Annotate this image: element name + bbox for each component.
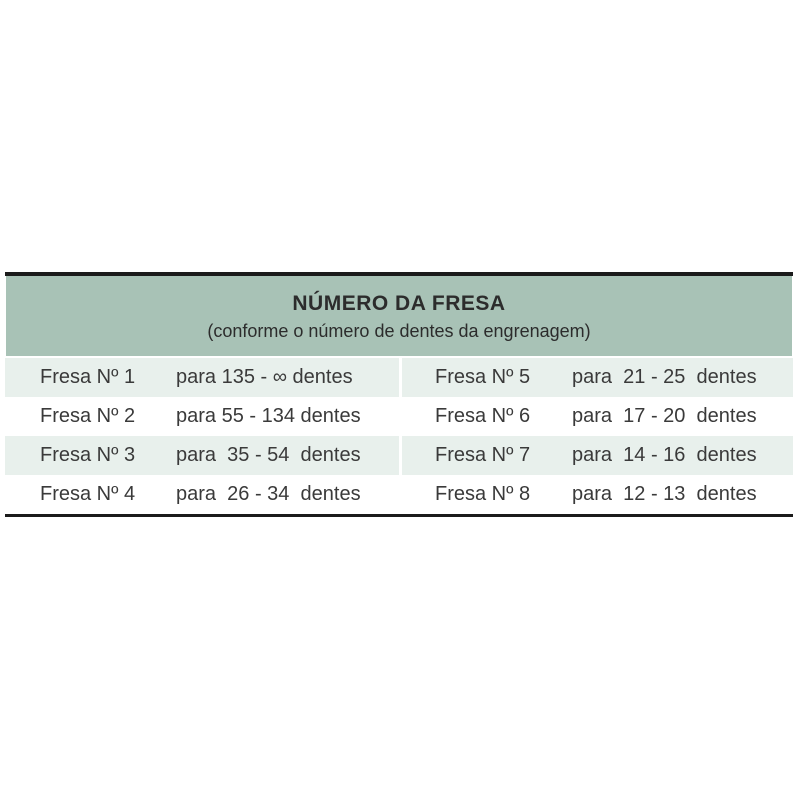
fresa-number-table: [5, 272, 793, 517]
table-row-3: [5, 436, 793, 475]
table-row-4: [5, 475, 793, 514]
fresa-1-range: para 135 - ∞ dentes: [176, 365, 353, 388]
table-row-2: [5, 397, 793, 436]
fresa-3-cell: [5, 436, 399, 475]
fresa-4-range: para 26 - 34 dentes: [176, 482, 361, 505]
fresa-8-range: para 12 - 13 dentes: [572, 482, 757, 505]
fresa-2-range: para 55 - 134 dentes: [176, 404, 361, 427]
fresa-6-label: Fresa Nº 6: [435, 404, 531, 427]
table-header: [6, 276, 792, 356]
fresa-2-cell: [5, 397, 399, 436]
fresa-4-label: Fresa Nº 4: [40, 482, 136, 505]
fresa-2-label: Fresa Nº 2: [40, 404, 136, 427]
fresa-7-cell: [402, 436, 793, 475]
fresa-1-label: Fresa Nº 1: [40, 365, 136, 388]
fresa-6-range: para 17 - 20 dentes: [572, 404, 757, 427]
table-rows: [5, 358, 793, 514]
table-row-1: [5, 358, 793, 397]
fresa-5-range: para 21 - 25 dentes: [572, 365, 757, 388]
fresa-5-cell: [402, 358, 793, 397]
fresa-3-range: para 35 - 54 dentes: [176, 443, 361, 466]
fresa-1-cell: [5, 358, 399, 397]
table-title: NÚMERO DA FRESA: [292, 292, 506, 315]
fresa-8-label: Fresa Nº 8: [435, 482, 531, 505]
fresa-6-cell: [402, 397, 793, 436]
fresa-3-label: Fresa Nº 3: [40, 443, 136, 466]
fresa-7-label: Fresa Nº 7: [435, 443, 531, 466]
table-subtitle: (conforme o número de dentes da engrenagem): [207, 321, 591, 342]
fresa-5-label: Fresa Nº 5: [435, 365, 531, 388]
fresa-4-cell: [5, 475, 399, 514]
fresa-7-range: para 14 - 16 dentes: [572, 443, 757, 466]
fresa-8-cell: [402, 475, 793, 514]
